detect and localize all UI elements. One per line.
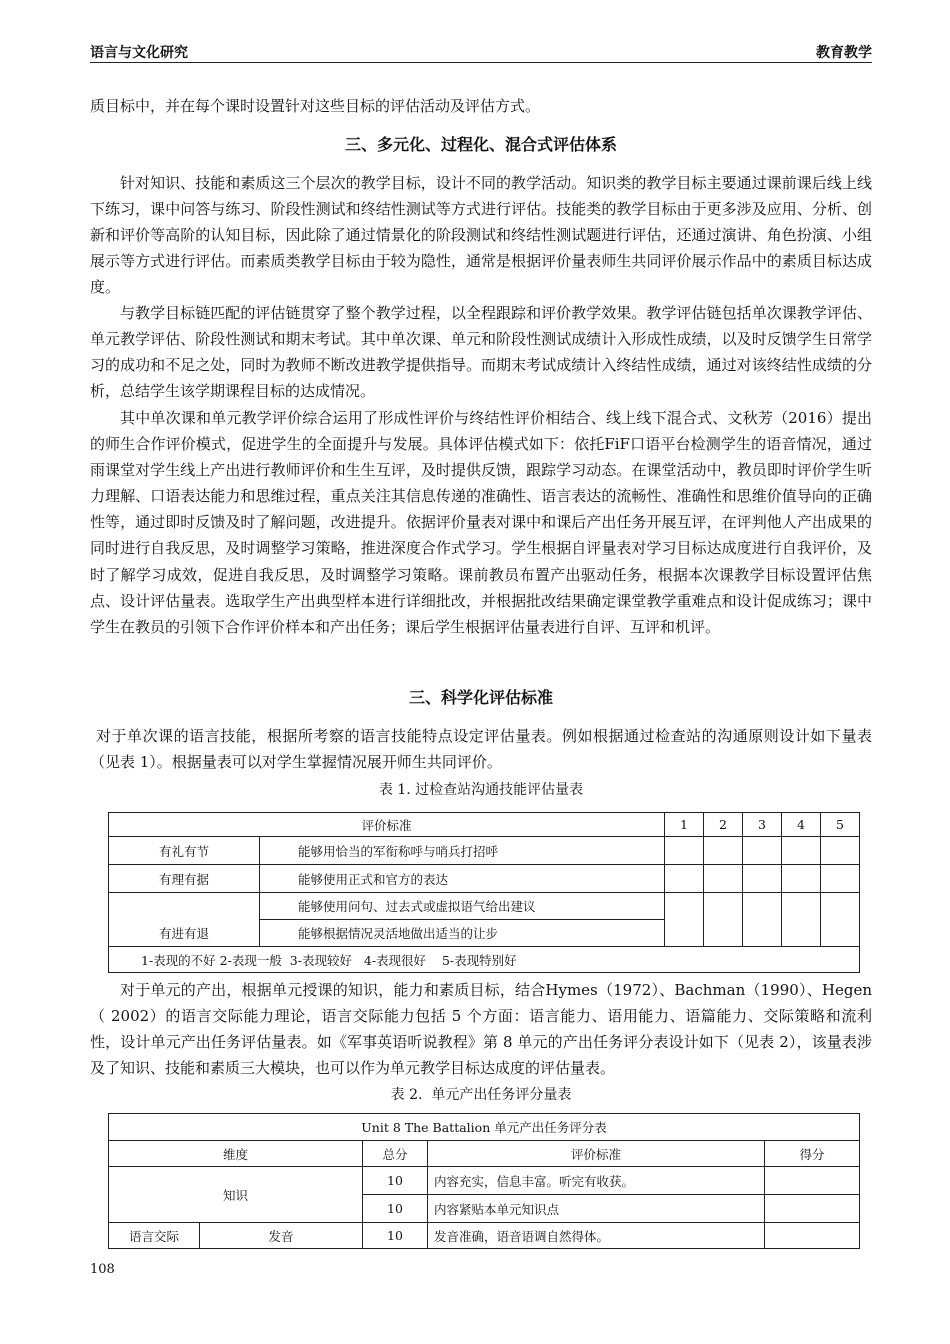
table-1: [108, 812, 860, 973]
score-col: 3: [743, 813, 782, 837]
table2-caption: 表 2. 单元产出任务评分量表: [390, 1087, 572, 1103]
section-heading-1: 三、多元化、过程化、混合式评估体系: [344, 135, 617, 154]
journal-name: 语言与文化研究: [90, 45, 188, 61]
table1-criterion: 能够使用问句、过去式或虚拟语气给出建议: [260, 893, 665, 920]
section-heading-2: 三、科学化评估标准: [408, 688, 553, 707]
paragraph-1: 针对知识、技能和素质这三个层次的教学目标，设计不同的教学活动。知识类的教学目标主要通过课前课后线上线下练习，课中问答与练习、阶段性测试和终结性测试等方式进行评估。技能类的教学目标由于更多涉及应用、分析、创新和评价等高阶的认知目标，因此除了通过情景化的阶段测试和终结性测试题进行评估，还通过演讲、角色扮演、小组展示等方式进行评估。而素质类教学目标由于较为隐性，通常是根据评价量表师生共同评价展示作品中的素质目标达成度。: [90, 174, 872, 297]
table1-criterion: 能够用恰当的军衔称呼与哨兵打招呼: [260, 837, 665, 865]
section-name: 教育教学: [816, 45, 872, 61]
table1-header: 评价标准: [109, 813, 665, 837]
table2-points: 10: [362, 1223, 427, 1249]
table1-criterion: 能够根据情况灵活地做出适当的让步: [260, 920, 665, 947]
table1-category: 有理有据: [109, 865, 260, 893]
table2-header: 得分: [765, 1141, 860, 1167]
dimension-language: 语言交际: [109, 1223, 200, 1249]
paragraph-3: 其中单次课和单元教学评价综合运用了形成性评价与终结性评价相结合、线上线下混合式、文秋芳（2016）提出的师生合作评价模式，促进学生的全面提升与发展。具体评估模式如下：依托FiF口语平台检测学生的语音情况，通过雨课堂对学生线上产出进行教师评价和生生互评，及时提供反馈，跟踪学习动态。在课堂活动中，教员即时评价学生听力理解、口语表达能力和思维过程，重点关注其信息传递的准确性、语言表达的流畅性、准确性和思维价值导向的正确性等，通过即时反馈及时了解问题，改进提升。依据评价量表对课中和课后产出任务开展互评，在评判他人产出成果的同时进行自我反思，及时调整学习策略，推进深度合作式学习。学生根据自评量表对学习目标达成度进行自我评价，及时了解学习成效，促进自我反思，及时调整学习策略。课前教员布置产出驱动任务，根据本次课教学目标设置评估焦点、设计评估量表。选取学生产出典型样本进行详细批改，并根据批改结果确定课堂教学重难点和设计促成练习；课中学生在教员的引领下合作评价样本和产出任务；课后学生根据评估量表进行自评、互评和机评。: [90, 409, 872, 636]
dimension-knowledge: 知识: [109, 1167, 363, 1223]
table2-points: 10: [362, 1167, 427, 1195]
table1-criterion: 能够使用正式和官方的表达: [260, 865, 665, 893]
table1-caption: 表 1. 过检查站沟通技能评估量表: [378, 782, 584, 798]
table2-criterion: 内容紧贴本单元知识点: [427, 1195, 764, 1223]
paragraph-0: 质目标中，并在每个课时设置针对这些目标的评估活动及评估方式。: [90, 97, 541, 115]
table2-header: 维度: [109, 1141, 363, 1167]
running-header: [90, 40, 872, 63]
table2-criterion: 发音准确，语音语调自然得体。: [427, 1223, 764, 1249]
table2-header: 评价标准: [427, 1141, 764, 1167]
paragraph-5: 对于单元的产出，根据单元授课的知识，能力和素质目标，结合Hymes（1972）、Bachman（1990）、Hegen（ 2002）的语言交际能力理论，语言交际能力包括 5 个方面：语言能力、语用能力、语篇能力、交际策略和流利性，设计单元产出任务评估量表。如《军事英语听说教程》第 8 单元的产出任务评分表设计如下（见表 2），该量表涉及了知识、技能和素质三大模块，也可以作为单元教学目标达成度的评估量表。: [90, 981, 872, 1078]
score-col: 4: [782, 813, 821, 837]
table2-header: 总分: [362, 1141, 427, 1167]
table2-title: Unit 8 The Battalion 单元产出任务评分表: [109, 1114, 860, 1141]
score-col: 1: [665, 813, 704, 837]
score-col: 5: [821, 813, 860, 837]
table-2: [108, 1113, 860, 1249]
table1-category: 有进有退: [109, 893, 260, 947]
table1-legend: 1-表现的不好 2-表现一般 3-表现较好 4-表现很好 5-表现特别好: [109, 947, 860, 973]
table2-points: 10: [362, 1195, 427, 1223]
page-number: 108: [90, 1262, 115, 1277]
paragraph-2: 与教学目标链匹配的评估链贯穿了整个教学过程，以全程跟踪和评价教学效果。教学评估链包括单次课教学评估、单元教学评估、阶段性测试和期末考试。其中单次课、单元和阶段性测试成绩计入形成性成绩，以及时反馈学生日常学习的成功和不足之处，同时为教师不断改进教学提供指导。而期末考试成绩计入终结性成绩，通过对该终结性成绩的分析，总结学生该学期课程目标的达成情况。: [90, 304, 872, 401]
table1-category: 有礼有节: [109, 837, 260, 865]
dimension-pronunciation: 发音: [200, 1223, 363, 1249]
score-col: 2: [704, 813, 743, 837]
paragraph-4: 对于单次课的语言技能，根据所考察的语言技能特点设定评估量表。例如根据通过检查站的沟通原则设计如下量表（见表 1）。根据量表可以对学生掌握情况展开师生共同评价。: [90, 727, 872, 772]
table2-criterion: 内容充实，信息丰富。听完有收获。: [427, 1167, 764, 1195]
